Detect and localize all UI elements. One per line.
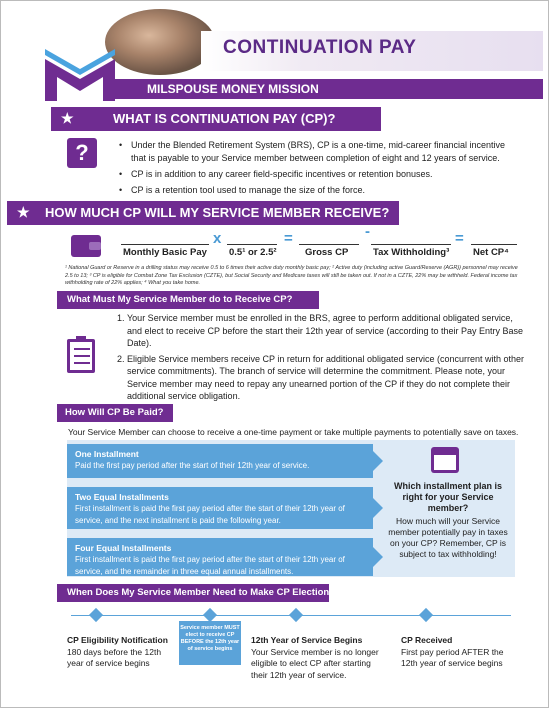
question-icon: ? [67,138,97,168]
multiplier-label: 0.5¹ or 2.5² [229,247,277,258]
calendar-icon [431,447,459,473]
timeline-marker [203,608,217,622]
equals-operator: = [455,230,464,247]
timeline-eligibility: CP Eligibility Notification 180 days before the 12th year of service begins [67,635,168,668]
gross-cp-label: Gross CP [305,247,349,258]
list-item: • Under the Blended Retirement System (BRS), CP is a one-time, mid-career financial incentive that is payable to your Service member between completion of eight and 12 years of service. [119,139,519,165]
how-much-title: HOW MUCH CP WILL MY SERVICE MEMBER RECEIVE? [45,205,390,220]
how-paid-header [57,404,173,422]
option-four-installments: Four Equal Installments First installment is paid the first pay period after the start of their 12th year of service, and the remainder in three equal annual installments. [67,538,373,576]
timeline-year-begins: 12th Year of Service Begins Your Service member is no longer eligible to elect CP after starting their 12th year of service. [251,635,379,680]
how-paid-intro: Your Service Member can choose to receive a one-time payment or take multiple payments to potentially save on taxes. [68,427,519,437]
must-do-title: What Must My Service Member do to Receive CP? [67,294,293,305]
when-elect-title: When Does My Service Member Need to Make CP Election? [67,587,336,598]
must-do-header [57,291,319,309]
timeline-marker [89,608,103,622]
list-item: • CP is in addition to any career field-specific incentives or retention bonuses. [119,168,519,181]
clipboard-icon [67,339,95,373]
installment-question-heading: Which installment plan is right for your Service member? [393,481,502,513]
couple-photo [105,9,215,75]
what-is-cp-header [51,107,381,131]
times-operator: x [213,230,222,247]
what-is-cp-list [119,139,519,200]
list-item: 2. Eligible Service members receive CP in return for additional obligated service (concurrent with other service commitments). The branch of service will determine the commitment. Please note, your Service member may need to repay any unearned portion of the CP if they do not complete their additional service obligation. [117,353,525,401]
mission-label: MILSPOUSE MONEY MISSION [147,82,319,96]
formula-line [121,244,209,245]
monthly-basic-pay-label: Monthly Basic Pay [123,247,207,258]
timeline-marker [289,608,303,622]
formula-footnote: ¹ National Guard or Reserve in a drilling status may receive 0.5 to 6 times their active duty monthly basic pay; ² Active duty (including active Guard/Reserve (AGR)) personnel may receive 2.5 to 13; ³ CP is eligible for Combat Zone Tax Exclusion (CZTE), but Social Security and Medicare taxes will still be taken out. If not in a CZTE, 22% may be withheld. Federal income tax withholding rate of 22% applies; ⁴ What you take home. [65,265,518,286]
net-cp-label: Net CP⁴ [473,247,509,258]
arrow-icon [373,451,383,471]
what-is-cp-title: WHAT IS CONTINUATION PAY (CP)? [113,111,336,126]
how-much-header [7,201,399,225]
installment-question-text: How much will your Service member potentially pay in taxes on your CP? Remember, CP is subject to tax withholding! [388,516,508,559]
how-paid-title: How Will CP Be Paid? [65,407,164,418]
timeline-cp-received: CP Received First pay period AFTER the 12th year of service begins [401,635,504,668]
option-one-installment: One Installment Paid the first pay period after the start of their 12th year of service. [67,444,373,478]
tax-withholding-label: Tax Withholding³ [373,247,450,258]
list-item: • CP is a retention tool used to manage the size of the force. [119,184,519,197]
must-do-list [117,312,527,406]
star-icon: ★ [61,110,74,126]
arrow-icon [373,547,383,567]
formula-line [299,244,359,245]
elect-deadline-box: Service member MUST elect to receive CP BEFORE the 12th year of service begins [179,621,241,665]
arrow-icon [373,498,383,518]
list-item: 1. Your Service member must be enrolled in the BRS, agree to perform additional obligated service, and elect to receive CP before the start their 12th year of service (according to their Pay Entry Base Date). [117,313,524,348]
timeline-marker [419,608,433,622]
formula-line [227,244,277,245]
minus-operator: - [365,223,370,240]
mm-logo-icon [45,49,115,101]
when-elect-header [57,584,336,602]
option-two-installments: Two Equal Installments First installment is paid the first pay period after the start of their 12th year of service, and the next installment is paid the following year. [67,487,373,529]
star-icon: ★ [17,204,30,220]
page-title: CONTINUATION PAY [223,37,417,58]
formula-line [371,244,451,245]
tagline: EDUCATE EMPOWER ELEVATE [393,74,491,80]
equals-operator: = [284,230,293,247]
formula-line [471,244,517,245]
wallet-icon [71,235,101,257]
